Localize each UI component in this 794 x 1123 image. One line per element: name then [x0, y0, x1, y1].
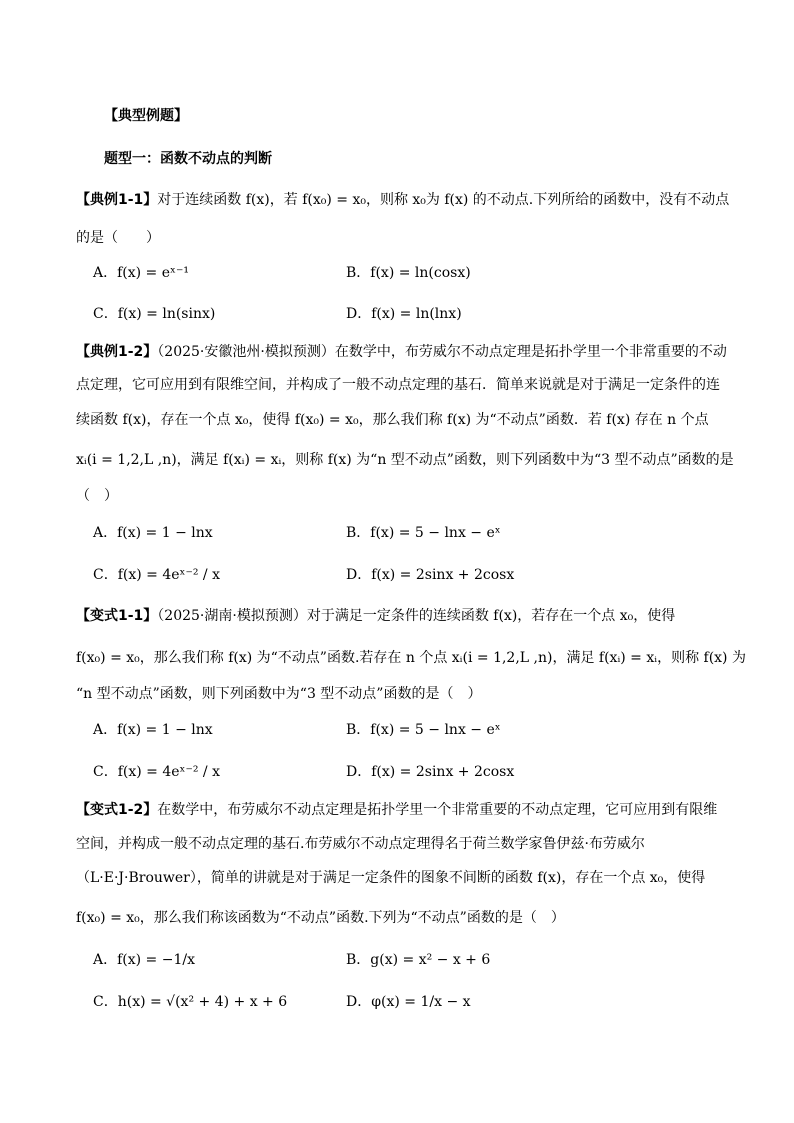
option-c: C．h(x) = √(x² + 4) + x + 6	[93, 994, 288, 1010]
problem-text: （2025·安徽池州·模拟预测）在数学中，布劳威尔不动点定理是拓扑学里一个非常重要的不动	[157, 344, 727, 360]
problem-text: 点定理，它可应用到有限维空间，并构成了一般不动点定理的基石．简单来说就是对于满足一定条件的连	[76, 377, 720, 393]
problem-text: 续函数 f(x)，存在一个点 x₀，使得 f(x₀) = x₀，那么我们称 f(x) 为“不动点”函数．若 f(x) 存在 n 个点	[76, 412, 709, 428]
problem-line	[76, 342, 727, 362]
option-a: A．f(x) = 1 − lnx	[93, 525, 213, 541]
problem-text: “n 型不动点”函数，则下列函数中为“3 型不动点”函数的是（ ）	[76, 686, 482, 702]
problem-text: f(x₀) = x₀，那么我们称该函数为“不动点”函数.下列为“不动点”函数的是（ ）	[76, 910, 565, 926]
problem-label: 【典例1-1】	[76, 192, 158, 208]
problem-text: （ ）	[76, 488, 118, 504]
problem-text: 空间，并构成一般不动点定理的基石.布劳威尔不动点定理得名于荷兰数学家鲁伊兹·布劳威尔	[76, 836, 645, 852]
problem-label: 【变式1-1】	[76, 608, 158, 624]
type-title: 题型一：函数不动点的判断	[104, 151, 272, 167]
option-a: A．f(x) = eˣ⁻¹	[93, 265, 189, 281]
option-b: B．g(x) = x² − x + 6	[346, 952, 491, 968]
problem-text: xᵢ(i = 1,2,L ,n)，满足 f(xᵢ) = xᵢ，则称 f(x) 为“n 型不动点”函数，则下列函数中为“3 型不动点”函数的是	[76, 452, 734, 468]
option-d: D．φ(x) = 1/x − x	[346, 994, 471, 1010]
problem-line	[76, 606, 675, 626]
problem-label: 【典例1-2】	[76, 344, 158, 360]
option-b: B．f(x) = 5 − lnx − eˣ	[346, 525, 501, 541]
problem-label: 【变式1-2】	[76, 802, 158, 818]
problem-text: 在数学中，布劳威尔不动点定理是拓扑学里一个非常重要的不动点定理，它可应用到有限维	[157, 802, 718, 818]
problem-text: （L·E·J·Brouwer），简单的讲就是对于满足一定条件的图象不间断的函数 f(x)，存在一个点 x₀，使得	[76, 870, 706, 886]
problem-line	[76, 800, 717, 820]
problem-text: 的是（ ）	[76, 230, 160, 246]
option-d: D．f(x) = 2sinx + 2cosx	[346, 567, 515, 583]
option-d: D．f(x) = ln(lnx)	[346, 306, 462, 322]
option-c: C．f(x) = 4eˣ⁻² / x	[93, 567, 220, 583]
option-a: A．f(x) = −1/x	[93, 952, 195, 968]
problem-text: f(x₀) = x₀，那么我们称 f(x) 为“不动点”函数.若存在 n 个点 xᵢ(i = 1,2,L ,n)，满足 f(xᵢ) = xᵢ，则称 f(x) 为	[76, 650, 746, 666]
option-a: A．f(x) = 1 − lnx	[93, 722, 213, 738]
option-b: B．f(x) = 5 − lnx − eˣ	[346, 722, 501, 738]
option-d: D．f(x) = 2sinx + 2cosx	[346, 764, 515, 780]
option-b: B．f(x) = ln(cosx)	[346, 265, 471, 281]
option-c: C．f(x) = 4eˣ⁻² / x	[93, 764, 220, 780]
problem-line	[76, 190, 729, 210]
problem-text: 对于连续函数 f(x)，若 f(x₀) = x₀，则称 x₀为 f(x) 的不动点.下列所给的函数中，没有不动点	[157, 192, 730, 208]
section-title: 【典型例题】	[104, 108, 188, 124]
option-c: C．f(x) = ln(sinx)	[93, 306, 216, 322]
problem-text: （2025·湖南·模拟预测）对于满足一定条件的连续函数 f(x)，若存在一个点 x₀，使得	[157, 608, 676, 624]
